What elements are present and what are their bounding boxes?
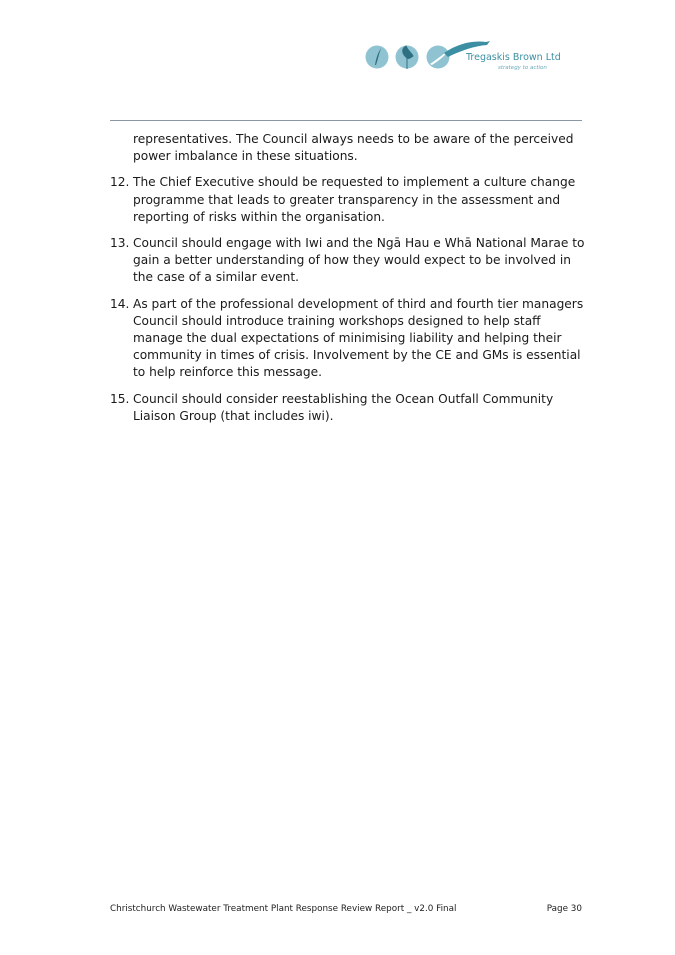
company-logo [362, 38, 562, 76]
list-item-text: As part of the professional development of third and fourth tier managers Council should introduce training workshops designed to help staff manage the dual expectations of minimising liability and helping their community in times of crisis. Involvement by the CE and GMs is essential to help reinforce this message. [133, 296, 584, 380]
list-item-text: The Chief Executive should be requested to implement a culture change programme that leads to greater transparency in the assessment and reporting of risks within the organisation. [133, 175, 576, 224]
document-body [110, 131, 586, 434]
list-item-number: 13. [110, 236, 130, 251]
list-item [110, 391, 586, 425]
footer-page-number: Page 30 [546, 904, 582, 914]
logo-name: Tregaskis Brown Ltd [466, 52, 561, 63]
header-rule [110, 120, 582, 121]
list-item [110, 235, 586, 287]
list-item-number: 12. [110, 175, 130, 190]
logo-tagline: strategy to action [498, 65, 547, 71]
list-item-text: Council should consider reestablishing the Ocean Outfall Community Liaison Group (that includes iwi). [133, 391, 554, 423]
list-item-text: Council should engage with Iwi and the Ngā Hau e Whā National Marae to gain a better understanding of how they would expect to be involved in the case of a similar event. [133, 236, 585, 285]
continuation-paragraph: representatives. The Council always needs to be aware of the perceived power imbalance in these situations. [133, 132, 574, 164]
footer-document-title: Christchurch Wastewater Treatment Plant Response Review Report _ v2.0 Final [110, 904, 457, 914]
list-item [110, 174, 586, 226]
list-item-number: 14. [110, 296, 130, 311]
list-item-number: 15. [110, 391, 130, 406]
list-item [110, 296, 586, 382]
